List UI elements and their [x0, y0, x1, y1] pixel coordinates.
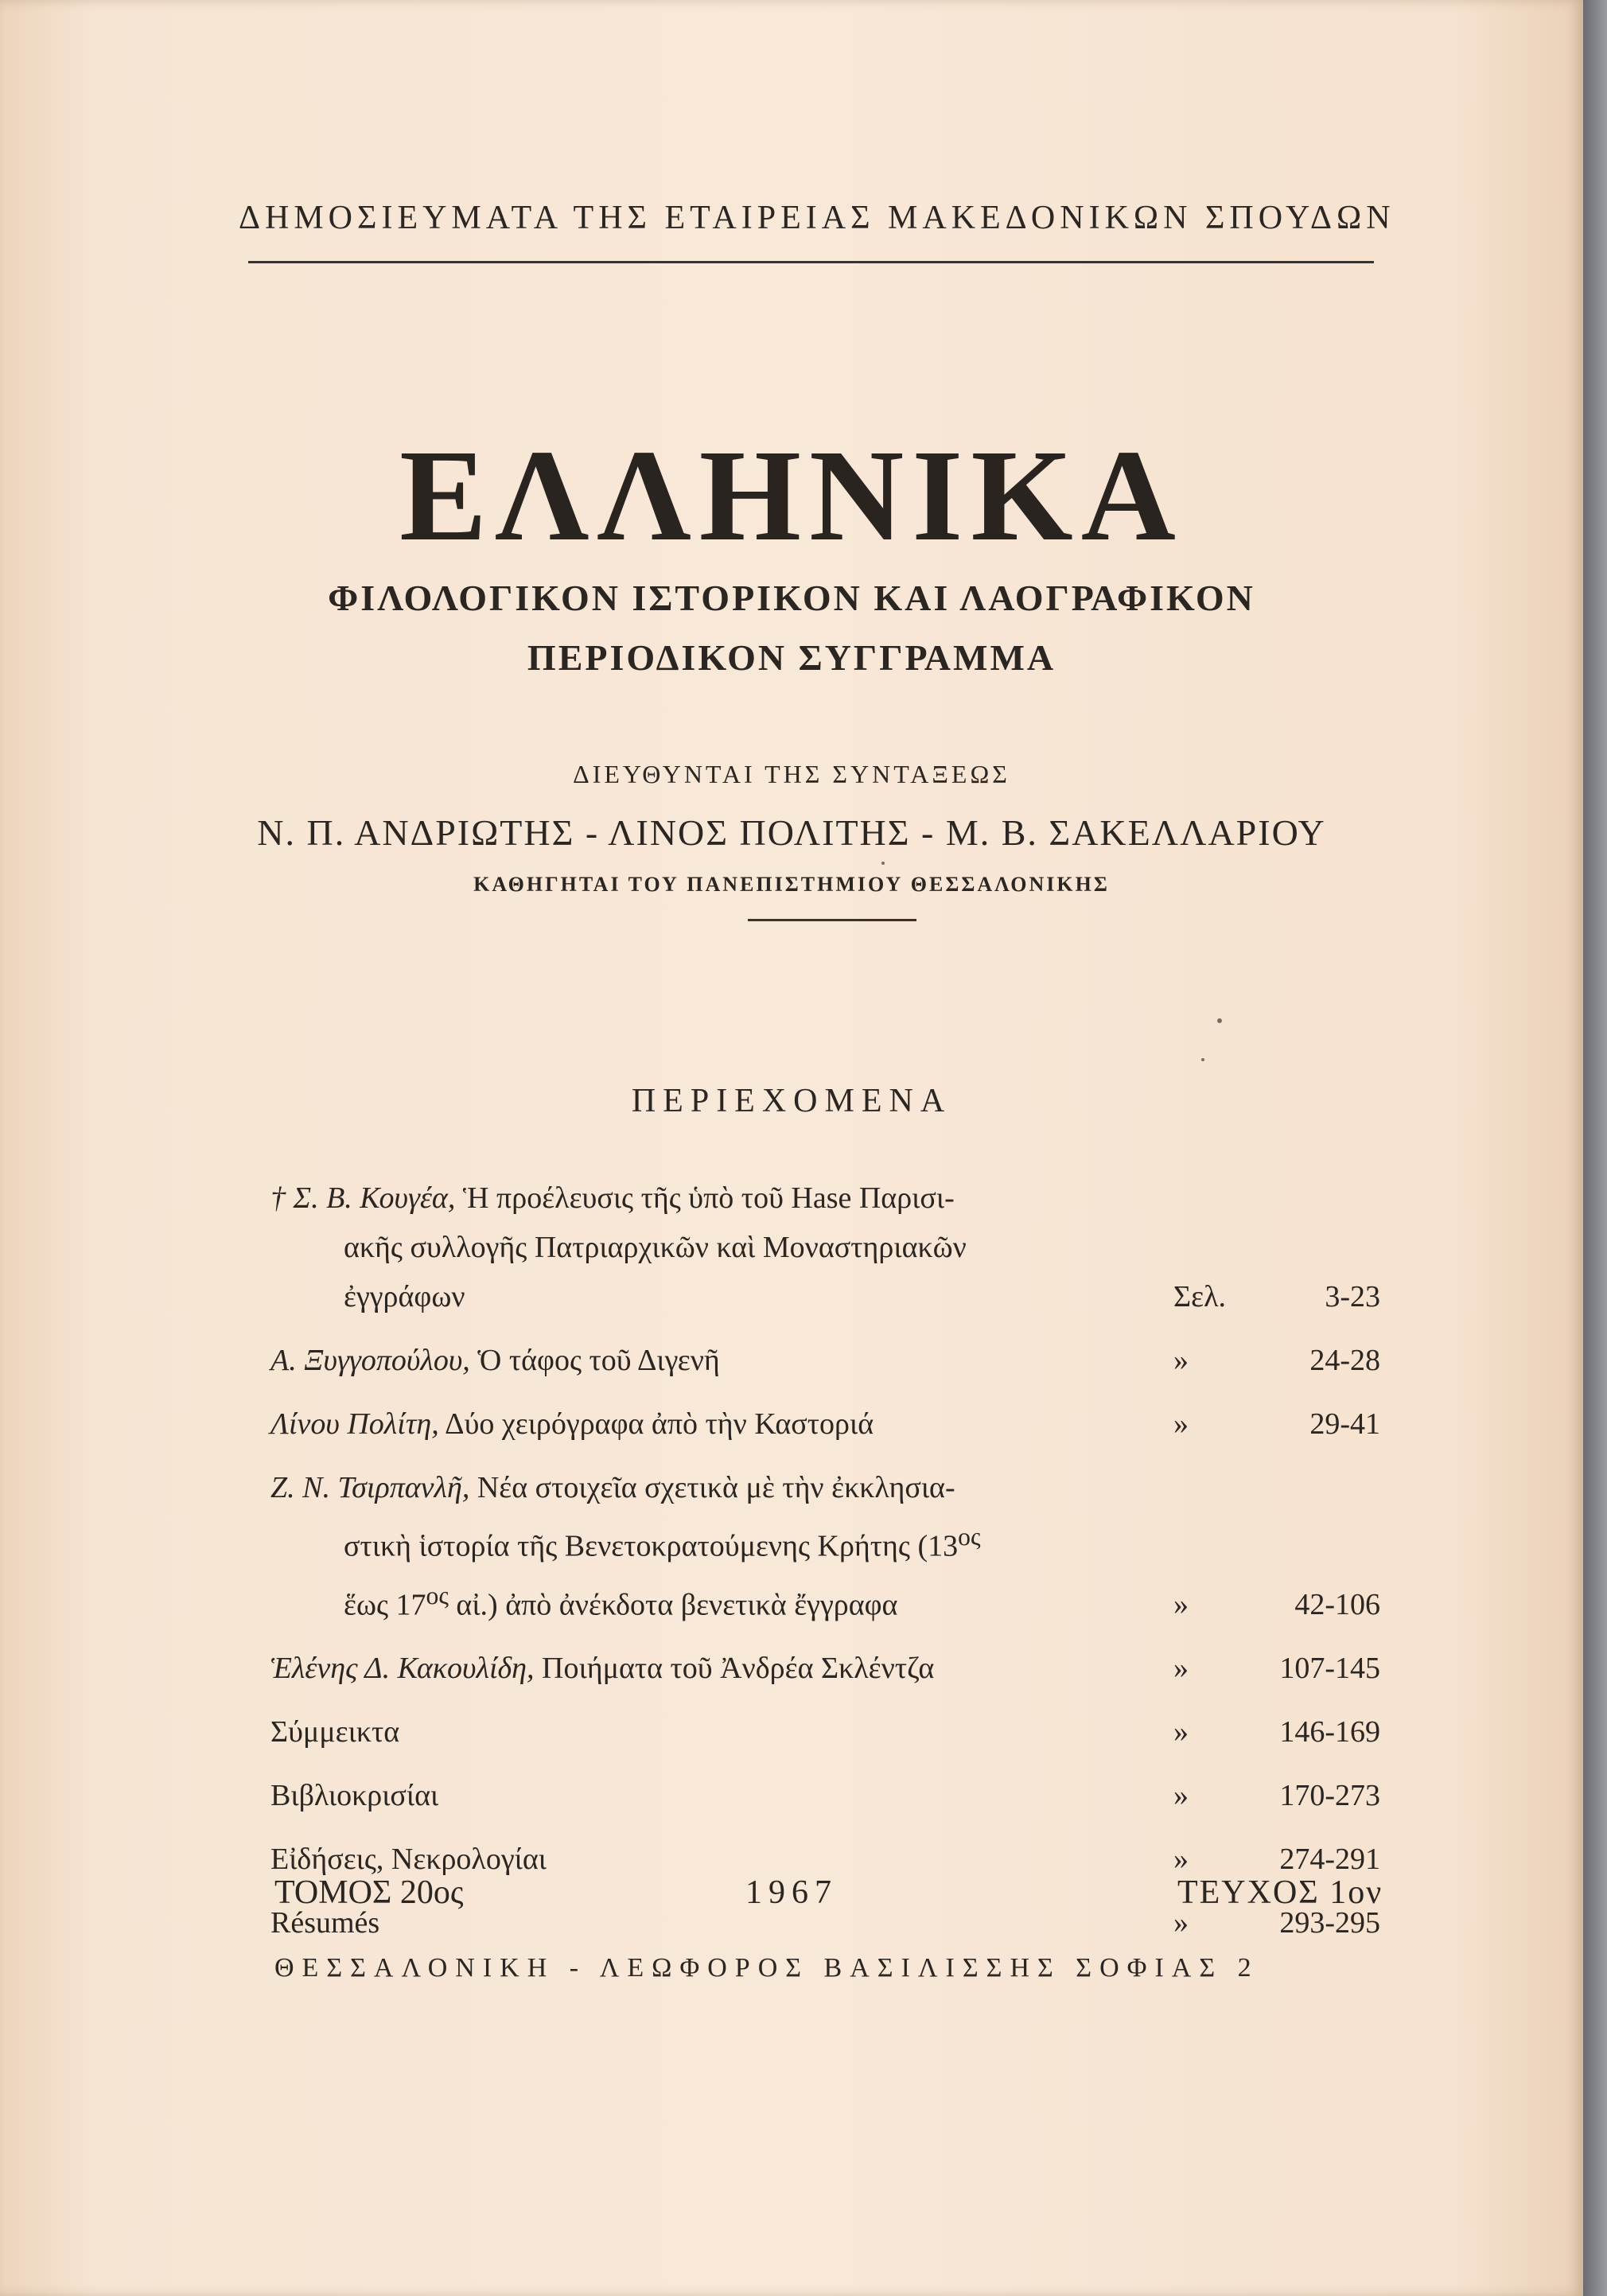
toc-page-prefix: Σελ.: [1173, 1280, 1226, 1313]
ordinal-superscript: ος: [958, 1523, 981, 1551]
paper-speck: [1201, 1058, 1204, 1061]
toc-entry: [270, 1399, 1380, 1449]
toc-title-line3: [270, 1571, 1161, 1630]
editors-names: Ν. Π. ΑΝΔΡΙΩΤΗΣ - ΛΙΝΟΣ ΠΟΛΙΤΗΣ - Μ. Β. ΣΑΚΕΛΛΑΡΙΟΥ: [257, 812, 1326, 853]
toc-page-range: 107-145: [1279, 1652, 1380, 1686]
toc-page-prefix: »: [1173, 1715, 1189, 1749]
toc-page-prefix: »: [1173, 1588, 1189, 1622]
editors-affiliation: ΚΑΘΗΓΗΤΑΙ ΤΟΥ ΠΑΝΕΠΙΣΤΗΜΙΟΥ ΘΕΣΣΑΛΟΝΙΚΗΣ: [473, 873, 1110, 896]
toc-title-line2-text: στικὴ ἱστορία τῆς Βενετοκρατούμενης Κρήτης (13: [344, 1529, 959, 1563]
toc-title-line2: [270, 1512, 1161, 1571]
toc-page-range: 293-295: [1279, 1906, 1380, 1940]
toc-entry: [270, 1463, 1380, 1629]
toc-entry: [270, 1771, 1380, 1820]
publisher-address: ΘΕΣΣΑΛΟΝΙΚΗ - ΛΕΩΦΟΡΟΣ ΒΑΣΙΛΙΣΣΗΣ ΣΟΦΙΑΣ 2: [274, 1953, 1259, 1983]
paper-speck: [1217, 1018, 1222, 1023]
toc-section-title: Εἰδήσεις, Νεκρολογίαι: [270, 1843, 547, 1877]
toc-pages: [1173, 1336, 1380, 1385]
toc-title-line3-end: αἰ.) ἀπὸ ἀνέκδοτα βενετικὰ ἔγγραφα: [448, 1588, 898, 1622]
toc-pages: [1173, 1644, 1380, 1693]
toc-entry-text: [270, 1644, 1161, 1693]
toc-pages: [1173, 1272, 1380, 1321]
toc-page-range: 274-291: [1279, 1843, 1380, 1877]
toc-title-line1: Ποιήματα τοῦ Ἀνδρέα Σκλέντζα: [534, 1652, 935, 1686]
toc-page-range: 3-23: [1325, 1280, 1380, 1313]
toc-author: Ζ. Ν. Τσιρπανλῆ,: [270, 1471, 470, 1504]
toc-section-title: Σύμμεικτα: [270, 1715, 400, 1749]
toc-entry: [270, 1173, 1380, 1321]
toc-author: Α. Ξυγγοπούλου,: [270, 1344, 470, 1377]
toc-page-range: 24-28: [1309, 1344, 1380, 1377]
toc-page-prefix: »: [1173, 1344, 1189, 1377]
page-edge-shadow: [1583, 0, 1607, 2296]
toc-page-prefix: »: [1173, 1407, 1189, 1441]
toc-entry-text: [270, 1399, 1161, 1449]
journal-title: ΕΛΛΗΝΙΚΑ: [399, 422, 1184, 568]
series-divider: [248, 261, 1374, 263]
volume-number: ΤΟΜΟΣ 20ος: [274, 1874, 464, 1911]
toc-entry: [270, 1644, 1380, 1693]
table-of-contents: [270, 1173, 1380, 1962]
toc-page-prefix: »: [1173, 1906, 1189, 1940]
contents-heading: ΠΕΡΙΕΧΟΜΕΝΑ: [631, 1083, 952, 1119]
editors-heading: ΔΙΕΥΘΥΝΤΑΙ ΤΗΣ ΣΥΝΤΑΞΕΩΣ: [573, 760, 1010, 788]
toc-entry-text: [270, 1771, 1161, 1820]
toc-title-line1: Δύο χειρόγραφα ἀπὸ τὴν Καστοριά: [438, 1407, 874, 1441]
toc-title-line1: Ὁ τάφος τοῦ Διγενῆ: [469, 1344, 720, 1377]
ordinal-superscript: ος: [426, 1581, 449, 1609]
toc-title-line3-start: ἕως 17: [344, 1588, 426, 1622]
toc-page-range: 29-41: [1309, 1407, 1380, 1441]
toc-entry-text: [270, 1463, 1161, 1629]
toc-pages: [1173, 1580, 1380, 1629]
toc-section-title: Résumés: [270, 1906, 380, 1940]
toc-author: Ἑλένης Δ. Κακουλίδη,: [270, 1652, 535, 1686]
toc-title-line2: ακῆς συλλογῆς Πατριαρχικῶν καὶ Μοναστηριακῶν: [344, 1231, 967, 1264]
toc-page-prefix: »: [1173, 1843, 1189, 1877]
toc-title-line1: Ἡ προέλευσις τῆς ὑπὸ τοῦ Hase Παρισι-: [455, 1181, 955, 1215]
series-title: ΔΗΜΟΣΙΕΥΜΑΤΑ ΤΗΣ ΕΤΑΙΡΕΙΑΣ ΜΑΚΕΔΟΝΙΚΩΝ ΣΠΟΥΔΩΝ: [239, 200, 1395, 236]
toc-entry-text: [270, 1707, 1161, 1757]
editors-divider: [748, 919, 916, 921]
toc-entry-text: [270, 1336, 1161, 1385]
toc-pages: [1173, 1771, 1380, 1820]
toc-author: Λίνου Πολίτη,: [270, 1407, 439, 1441]
toc-entry: [270, 1707, 1380, 1757]
toc-title-line3: ἐγγράφων: [344, 1280, 465, 1313]
toc-pages: [1173, 1399, 1380, 1449]
toc-page-range: 146-169: [1279, 1715, 1380, 1749]
toc-page-prefix: »: [1173, 1779, 1189, 1813]
toc-author: † Σ. Β. Κουγέα,: [270, 1181, 456, 1215]
toc-page-range: 42-106: [1294, 1588, 1380, 1622]
issue-number: ΤΕΥΧΟΣ 1ον: [1177, 1874, 1383, 1911]
toc-title-line1: Νέα στοιχεῖα σχετικὰ μὲ τὴν ἐκκλησια-: [469, 1471, 955, 1504]
paper-speck: [881, 862, 885, 865]
toc-entry-text: [270, 1173, 1161, 1321]
toc-section-title: Βιβλιοκρισίαι: [270, 1779, 439, 1813]
journal-subtitle-line2: ΠΕΡΙΟΔΙΚΟΝ ΣΥΓΓΡΑΜΜΑ: [527, 637, 1056, 678]
toc-page-range: 170-273: [1279, 1779, 1380, 1813]
journal-subtitle-line1: ΦΙΛΟΛΟΓΙΚΟΝ ΙΣΤΟΡΙΚΟΝ ΚΑΙ ΛΑΟΓΡΑΦΙΚΟΝ: [328, 578, 1255, 618]
publication-year: 1967: [745, 1874, 838, 1911]
toc-pages: [1173, 1707, 1380, 1757]
toc-page-prefix: »: [1173, 1652, 1189, 1686]
toc-entry: [270, 1336, 1380, 1385]
